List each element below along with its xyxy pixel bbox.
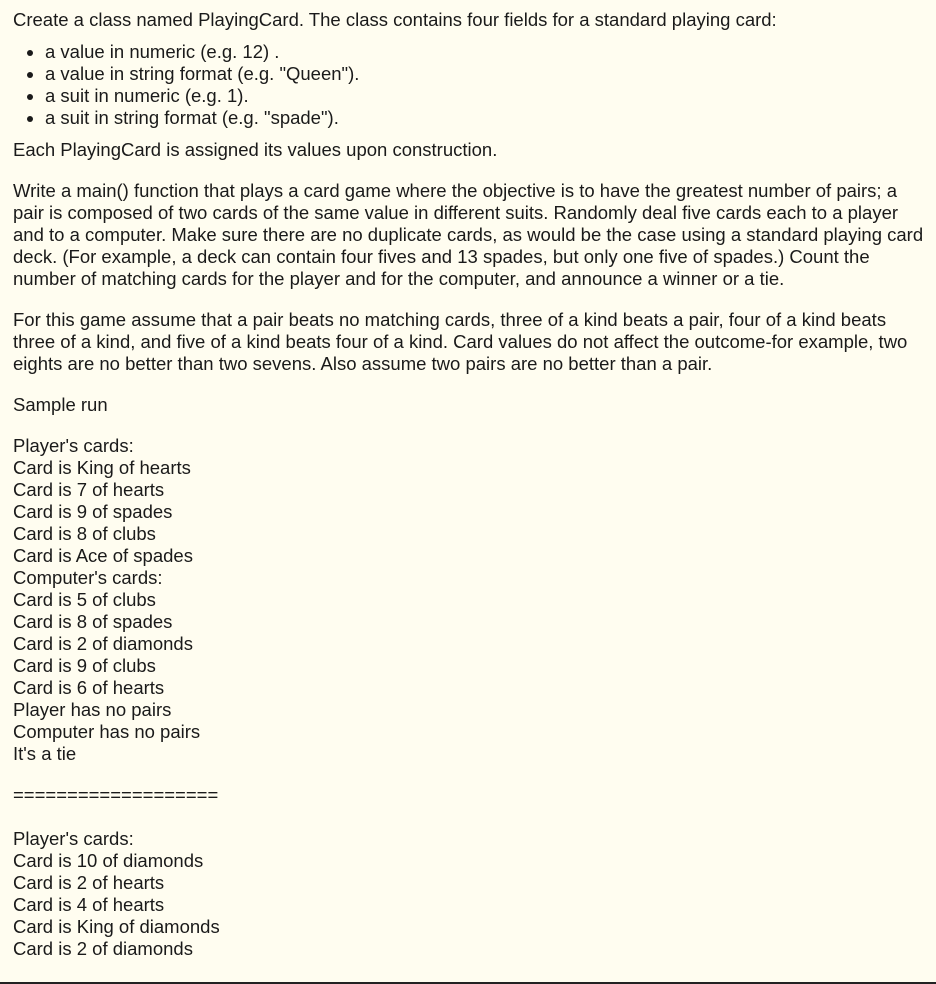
problem-document xyxy=(13,9,928,960)
sample-run-1 xyxy=(13,435,928,765)
separator-line: =================== xyxy=(13,784,219,805)
run-line: Computer has no pairs xyxy=(13,721,201,742)
run-line: Card is 8 of spades xyxy=(13,611,173,632)
run-line: Player has no pairs xyxy=(13,699,172,720)
run-line: Player's cards: xyxy=(13,828,134,849)
list-item: • a suit in numeric (e.g. 1). xyxy=(45,85,928,107)
run-line: Card is Ace of spades xyxy=(13,545,193,566)
run-line: Player's cards: xyxy=(13,435,134,456)
run-line: It's a tie xyxy=(13,743,77,764)
run-line: Computer's cards: xyxy=(13,567,163,588)
sample-run-label: Sample run xyxy=(13,394,108,415)
intro-text: Create a class named PlayingCard. The class contains four fields for a standard playing card: xyxy=(13,9,777,30)
run-line: Card is 8 of clubs xyxy=(13,523,156,544)
run-line: Card is 7 of hearts xyxy=(13,479,165,500)
sample-run-2 xyxy=(13,828,928,960)
run-line: Card is 5 of clubs xyxy=(13,589,156,610)
run-line: Card is 6 of hearts xyxy=(13,677,165,698)
run-line: Card is 10 of diamonds xyxy=(13,850,204,871)
list-item: • a suit in string format (e.g. "spade"). xyxy=(45,107,928,129)
run-line: Card is King of hearts xyxy=(13,457,191,478)
run-line: Card is 2 of diamonds xyxy=(13,633,193,654)
list-item: • a value in string format (e.g. "Queen"). xyxy=(45,63,928,85)
main-description: Write a main() function that plays a card game where the objective is to have the greatest number of pairs; a pair is composed of two cards of the same value in different suits. Randomly deal five cards each to a player and to a computer. Make sure there are no duplicate cards, as would be the case using a standard playing card deck. (For example, a deck can contain four fives and 13 spades, but only one five of spades.) Count the number of matching cards for the player and for the computer, and announce a winner or a tie. xyxy=(13,180,924,289)
run-line: Card is 9 of spades xyxy=(13,501,173,522)
fields-list xyxy=(13,41,928,129)
run-line: Card is King of diamonds xyxy=(13,916,220,937)
run-line: Card is 2 of hearts xyxy=(13,872,165,893)
run-line: Card is 4 of hearts xyxy=(13,894,165,915)
rules-text: For this game assume that a pair beats no matching cards, three of a kind beats a pair, four of a kind beats three of a kind, and five of a kind beats four of a kind. Card values do not affect the outcome-for example, two eights are no better than two sevens. Also assume two pairs are no better than a pair. xyxy=(13,309,908,374)
run-line: Card is 2 of diamonds xyxy=(13,938,193,959)
run-line: Card is 9 of clubs xyxy=(13,655,156,676)
construction-text: Each PlayingCard is assigned its values upon construction. xyxy=(13,139,498,160)
list-item: • a value in numeric (e.g. 12) . xyxy=(45,41,928,63)
